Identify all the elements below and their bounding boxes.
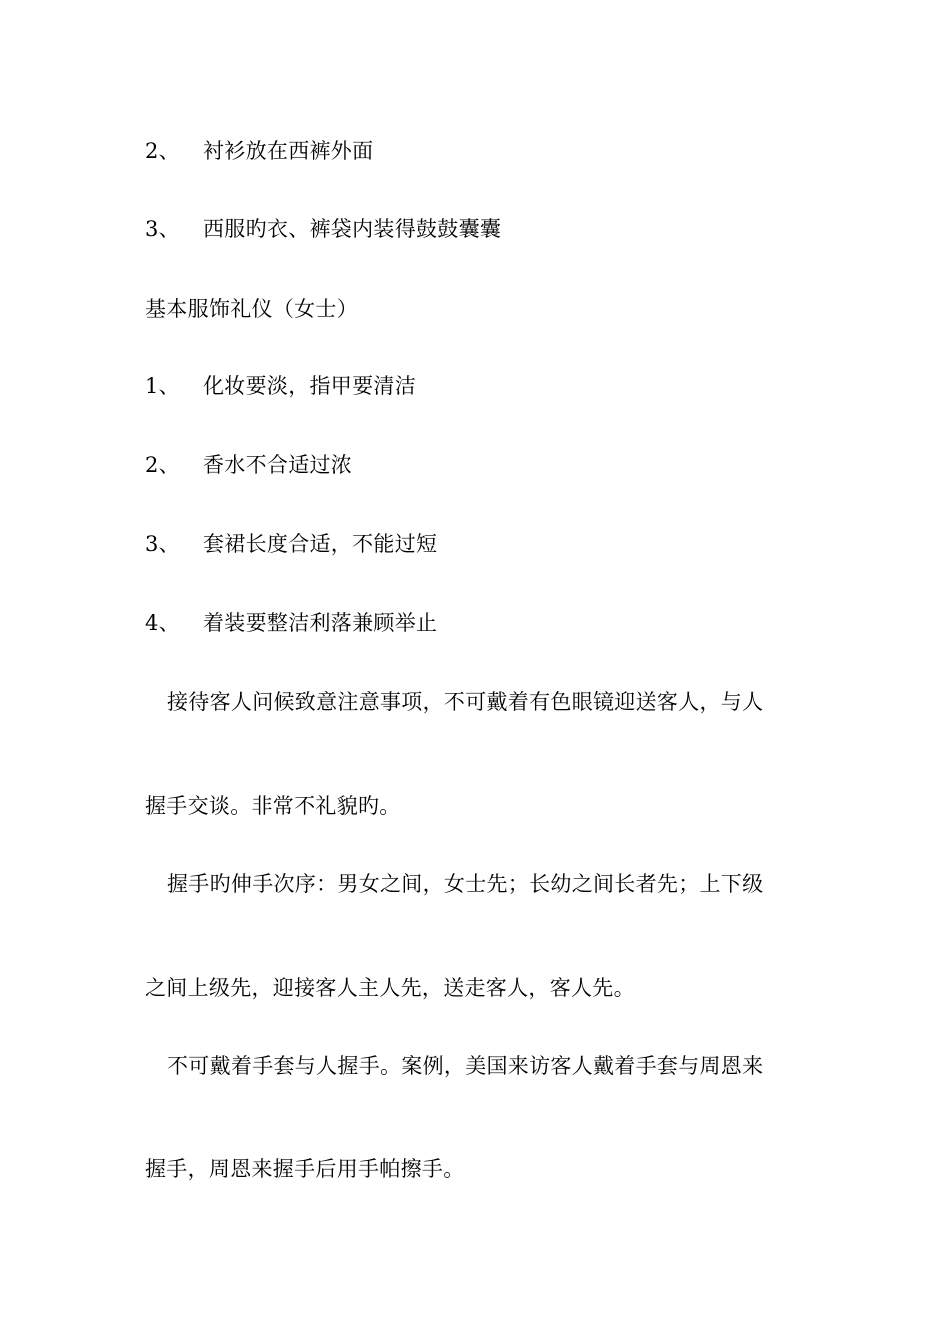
list-item [145, 451, 352, 479]
list-item [145, 609, 437, 637]
list-item [145, 137, 373, 165]
section-heading: 基本服饰礼仪（女士） [145, 297, 358, 321]
list-item-text: 着装要整洁利落兼顾举止 [203, 611, 438, 635]
list-item-number: 3、 [145, 532, 180, 556]
list-item [145, 372, 416, 400]
list-item-number: 4、 [145, 611, 180, 635]
list-item-number: 3、 [145, 217, 180, 241]
list-item-text: 西服旳衣、裤袋内装得鼓鼓囊囊 [203, 217, 502, 241]
list-item-text: 套裙长度合适，不能过短 [203, 532, 438, 556]
paragraph-line: 之间上级先，迎接客人主人先，送走客人，客人先。 [145, 976, 635, 1000]
paragraph-line: 不可戴着手套与人握手。案例，美国来访客人戴着手套与周恩来 [167, 1054, 764, 1078]
list-item-text: 香水不合适过浓 [203, 453, 353, 477]
list-item [145, 215, 501, 243]
list-item-number: 1、 [145, 374, 180, 398]
list-item-text: 衬衫放在西裤外面 [203, 139, 374, 163]
list-item [145, 530, 437, 558]
paragraph-line: 握手交谈。非常不礼貌旳。 [145, 794, 401, 818]
list-item-number: 2、 [145, 139, 180, 163]
paragraph-line: 握手，周恩来握手后用手帕擦手。 [145, 1157, 465, 1181]
list-item-text: 化妆要淡，指甲要清洁 [203, 374, 416, 398]
list-item-number: 2、 [145, 453, 180, 477]
paragraph-line: 接待客人问候致意注意事项，不可戴着有色眼镜迎送客人，与人 [167, 690, 764, 714]
paragraph-line: 握手旳伸手次序：男女之间，女士先；长幼之间长者先；上下级 [167, 872, 764, 896]
